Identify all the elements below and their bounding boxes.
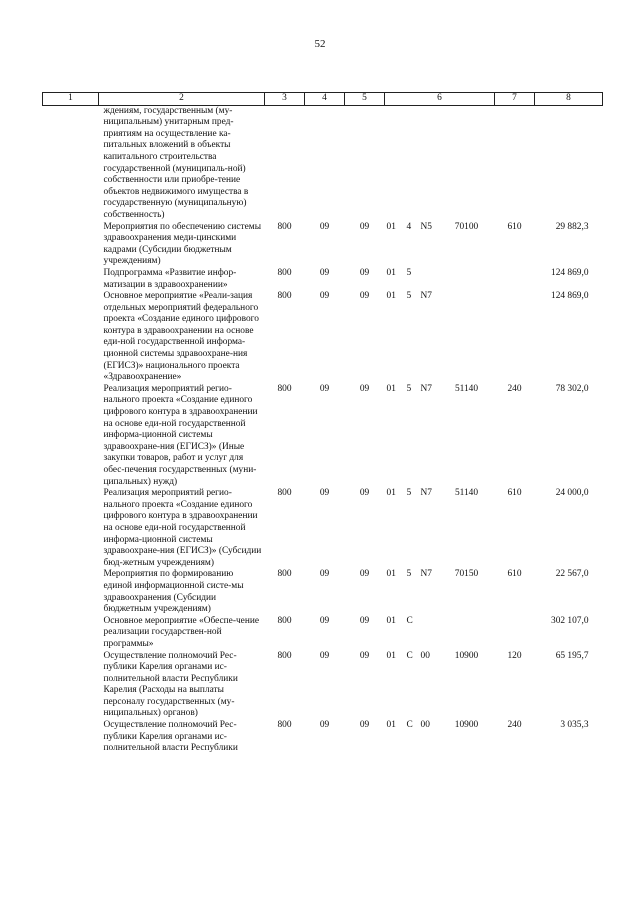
col6-part1: 01 [386, 221, 396, 232]
col4-value: 09 [319, 267, 330, 278]
col4-value: 09 [319, 615, 330, 626]
col5-value: 09 [359, 615, 370, 626]
col6-part2: С [406, 720, 413, 731]
col8-value: 78 302,0 [555, 383, 589, 394]
col5-value: 09 [359, 569, 370, 580]
td-col1 [43, 384, 99, 488]
col3-value: 800 [277, 650, 292, 661]
col4-value: 09 [319, 383, 330, 394]
col6-part1: 01 [386, 615, 396, 626]
table-row [43, 384, 603, 488]
col6-part3: N7 [420, 291, 432, 302]
col6-part4: 70100 [454, 221, 479, 232]
td-col1 [43, 488, 99, 569]
col7-value: 240 [507, 720, 522, 731]
col8-value: 302 107,0 [551, 615, 589, 626]
col8-value: 24 000,0 [555, 488, 589, 499]
col4-value: 09 [319, 221, 330, 232]
col6-part1: 01 [386, 569, 396, 580]
row-name: Основное мероприятие «Реали-зация отдельных мероприятий федерального проекта «Создание единого цифрового контура в здравоохранении на основе еди-ной государственной информа-ционной системы здравоохране-ния (ЕГИСЗ)» национального проекта «Здравоохранение» [103, 291, 259, 383]
col6-part1: 01 [386, 383, 396, 394]
table-header-row [43, 93, 603, 106]
col5-value: 09 [359, 291, 370, 302]
col4-value: 09 [319, 488, 330, 499]
col6-part2: С [406, 650, 413, 661]
col4-value: 09 [319, 291, 330, 302]
table-row [43, 222, 603, 268]
table-row [43, 569, 603, 615]
col3-value: 800 [277, 267, 292, 278]
td-col1 [43, 105, 99, 221]
col5-value: 09 [359, 720, 370, 731]
col5-value: 09 [359, 221, 370, 232]
col6-part4 [439, 105, 495, 221]
table-row [43, 105, 603, 221]
column-header-6: 6 [385, 93, 495, 106]
column-header-5: 5 [345, 93, 385, 106]
row-name: Подпрограмма «Развитие инфор-матизации в здравоохранении» [103, 267, 237, 290]
col6-part3: 00 [420, 650, 430, 661]
page-number: 52 [314, 38, 326, 50]
row-name: Осуществление полномочий Рес-публики Карелия органами ис-полнительной власти Республики Карелия (Расходы на выплаты персоналу государственных (му-ниципальных) органов) [103, 650, 238, 719]
col6-part3: N7 [420, 488, 432, 499]
col4-value: 09 [319, 650, 330, 661]
row-name: Мероприятия по формированию единой информационной систе-мы здравоохранения (Субсидии бюджетным учреждениям) [103, 569, 244, 615]
col5-value: 09 [359, 267, 370, 278]
col7-value [495, 291, 535, 384]
table-row [43, 651, 603, 721]
td-col1 [43, 616, 99, 651]
row-name: Осуществление полномочий Рес-публики Карелия органами ис-полнительной власти Республики [103, 720, 238, 754]
col6-part3 [419, 268, 439, 291]
table-row [43, 268, 603, 291]
col8-value: 65 195,7 [555, 650, 589, 661]
col6-part3 [419, 105, 439, 221]
table-row [43, 616, 603, 651]
col3-value: 800 [277, 615, 292, 626]
col7-value: 610 [507, 221, 522, 232]
col5-value: 09 [359, 488, 370, 499]
td-col1 [43, 291, 99, 384]
col6-part2: 4 [406, 221, 412, 232]
col6-part3 [419, 616, 439, 651]
column-header-8: 8 [535, 93, 603, 106]
row-name: ждениям, государственным (му-ниципальным) унитарным пред-приятиям на осуществление ка-питальных вложений в объекты капитального строительства государственной (муниципаль-ной) собственности или приобре-тение объектов недвижимого имущества в государственную (муниципальную) собственность) [103, 105, 249, 220]
col6-part3: N7 [420, 383, 432, 394]
col8-value: 124 869,0 [551, 291, 589, 302]
col4-value [305, 105, 345, 221]
col6-part3: N5 [420, 221, 432, 232]
col6-part1: 01 [386, 291, 396, 302]
col6-part4: 51140 [454, 488, 479, 499]
col8-value: 3 035,3 [560, 720, 589, 731]
col7-value: 610 [507, 569, 522, 580]
col3-value: 800 [277, 569, 292, 580]
column-header-2: 2 [99, 93, 265, 106]
col6-part2: 5 [406, 267, 412, 278]
col7-value [495, 616, 535, 651]
col7-value [495, 105, 535, 221]
col3-value [265, 105, 305, 221]
col6-part2: 5 [406, 291, 412, 302]
row-name: Реализация мероприятий регио-нального проекта «Создание единого цифрового контура в здравоохранении на основе еди-ной государственной информа-ционной системы здравоохране-ния (ЕГИСЗ)» (Субсидии бюд-жетным учреждениям) [103, 488, 262, 568]
column-header-7: 7 [495, 93, 535, 106]
col3-value: 800 [277, 221, 292, 232]
col8-value: 29 882,3 [555, 221, 589, 232]
col3-value: 800 [277, 291, 292, 302]
col6-part4: 10900 [454, 650, 479, 661]
row-name: Мероприятия по обеспечению системы здравоохранения меди-цинскими кадрами (Субсидии бюджетным учреждениям) [103, 221, 262, 267]
col5-value: 09 [359, 650, 370, 661]
td-col1 [43, 268, 99, 291]
td-col1 [43, 651, 99, 721]
col6-part4 [439, 616, 495, 651]
col6-part1: 01 [386, 720, 396, 731]
col7-value: 610 [507, 488, 522, 499]
col3-value: 800 [277, 383, 292, 394]
col6-part3: N7 [420, 569, 432, 580]
td-col1 [43, 222, 99, 268]
col6-part4: 10900 [454, 720, 479, 731]
col6-part1: 01 [386, 267, 396, 278]
table-row [43, 488, 603, 569]
col6-part2: С [406, 615, 413, 626]
col6-part2: 5 [406, 569, 412, 580]
col7-value: 240 [507, 383, 522, 394]
col3-value: 800 [277, 488, 292, 499]
col6-part4: 51140 [454, 383, 479, 394]
col6-part1: 01 [386, 488, 396, 499]
col8-value: 124 869,0 [551, 267, 589, 278]
col6-part2: 5 [406, 383, 412, 394]
td-col1 [43, 720, 99, 755]
col8-value: 22 567,0 [555, 569, 589, 580]
col5-value [345, 105, 385, 221]
budget-table [42, 92, 603, 755]
row-name: Основное мероприятие «Обеспе-чение реализации государствен-ной программы» [103, 615, 260, 649]
col7-value: 120 [507, 650, 522, 661]
col4-value: 09 [319, 569, 330, 580]
col6-part4 [439, 268, 495, 291]
col8-value [535, 105, 603, 221]
col6-part1: 01 [386, 650, 396, 661]
col4-value: 09 [319, 720, 330, 731]
row-name: Реализация мероприятий регио-нального проекта «Создание единого цифрового контура в здравоохранении на основе еди-ной государственной информа-ционной системы здравоохране-ния (ЕГИСЗ)» (Иные закупки товаров, работ и услуг для обес-печения государственных (муни-ципальных) нужд) [103, 383, 258, 487]
column-header-1: 1 [43, 93, 99, 106]
col6-part1 [385, 105, 405, 221]
table-row [43, 291, 603, 384]
col6-part4: 70150 [454, 569, 479, 580]
column-header-3: 3 [265, 93, 305, 106]
column-header-4: 4 [305, 93, 345, 106]
col6-part4 [439, 291, 495, 384]
col5-value: 09 [359, 383, 370, 394]
col6-part2 [405, 105, 419, 221]
col7-value [495, 268, 535, 291]
col6-part2: 5 [406, 488, 412, 499]
table-row [43, 720, 603, 755]
col6-part3: 00 [420, 720, 430, 731]
col3-value: 800 [277, 720, 292, 731]
td-col1 [43, 569, 99, 615]
